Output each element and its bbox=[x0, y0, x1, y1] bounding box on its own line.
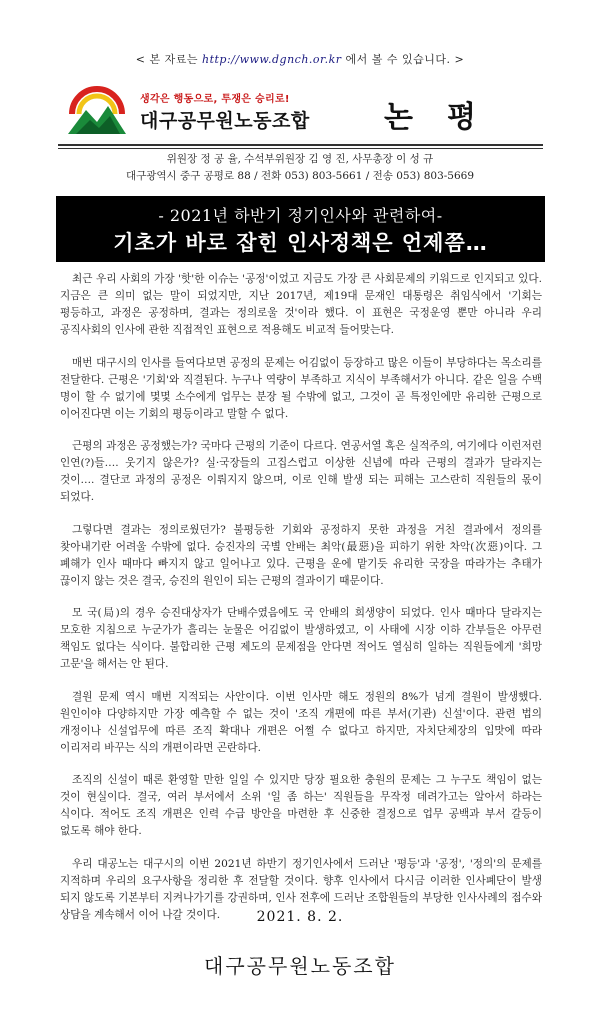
source-url-link[interactable]: http://www.dgnch.or.kr bbox=[201, 53, 342, 66]
paragraph: 그렇다면 결과는 정의로웠던가? 불평등한 기회와 공정하지 못한 과정을 거친 결과에서 정의를 찾아내기란 어려울 수밖에 없다. 승진자의 국별 안배는 최악(最惡)을 피하기 위한 차악(次惡)이다. 그 폐해가 인사 때마다 빠지지 않고 일어나고 있다. 근평을 운에 맡기듯 유리한 국장을 따라가는 추태가 끊이지 않는 것은 결국, 승진의 원인이 되는 근평의 결과이기 때문이다. bbox=[60, 523, 542, 587]
letterhead bbox=[60, 84, 540, 146]
source-note-suffix: 에서 볼 수 있습니다. > bbox=[345, 53, 465, 66]
paragraph: 결원 문제 역시 매번 지적되는 사안이다. 이번 인사만 해도 정원의 8%가 넘게 결원이 발생했다. 원인이야 다양하지만 가장 예측할 수 없는 것이 '조직 개편에 따른 부서(기관) 신설'이다. 관련 법의 개정이나 신설업무에 따른 조직 확대나 개편은 어쩔 수 없다고 하지만, 자치단체장의 입맛에 따라 이리저리 바꾸는 식의 개편이라면 곤란하다. bbox=[60, 690, 542, 754]
header-divider-thick bbox=[58, 144, 543, 146]
article-body bbox=[60, 271, 542, 939]
headline-banner bbox=[56, 196, 545, 262]
paragraph: 근평의 과정은 공정했는가? 국마다 근평의 기준이 다르다. 연공서열 혹은 실적주의, 여기에다 이런저런 인연(?)들…. 웃기지 않은가? 실·국장들의 고집스럽고 이상한 신념에 따라 근평의 결과가 달라지는 것이…. 결단코 과정의 공정은 이뤄지지 않으며, 이로 인해 발생 되는 피해는 고스란히 직원들의 몫이 되었다. bbox=[60, 440, 542, 503]
signature: 대구공무원노동조합 bbox=[204, 954, 396, 978]
slogan: 생각은 행동으로, 투쟁은 승리로! bbox=[140, 94, 290, 105]
contact-line: 대구광역시 중구 공평로 88 / 전화 053) 803-5661 / 전송 053) 803-5669 bbox=[125, 170, 475, 182]
issue-date: 2021. 8. 2. bbox=[256, 909, 344, 925]
header-divider-thin bbox=[58, 148, 543, 149]
paragraph: 우리 대공노는 대구시의 이번 2021년 하반기 정기인사에서 드러난 '평등'과 '공정', '정의'의 문제를 지적하며 우리의 요구사항을 정리한 후 전달할 것이다. 향후 인사에서 다시금 이러한 인사폐단이 발생 되지 않도록 기본부터 지켜나가기를 강권하며, 인사 전후에 드러난 조합원들의 부당한 인사사례의 접수와 상담을 계속해서 이어 나갈 것이다. bbox=[60, 857, 542, 921]
officers-block bbox=[0, 151, 600, 185]
document-type-title: 논평 bbox=[384, 100, 510, 135]
headline-subtitle: - 2021년 하반기 정기인사와 관련하여- bbox=[158, 206, 443, 225]
paragraph: 매번 대구시의 인사를 들여다보면 공정의 문제는 어김없이 등장하고 많은 이들이 부당하다는 목소리를 전달한다. 근평은 '기회'와 직결된다. 누구나 역량이 부족하고 지식이 부족해서가 아니다. 같은 일을 수백 명이 할 수 없기에 몇몇 소수에게 업무는 분장 될 수밖에 없고, 그것이 곧 특정인에만 유리한 근평으로 이어진다면 이는 기회의 평등이라고 말할 수 없다. bbox=[60, 356, 542, 420]
officers-line: 위원장 정 공 율, 수석부위원장 김 영 진, 사무총장 이 성 규 bbox=[166, 153, 434, 165]
paragraph: 조직의 신설이 때론 환영할 만한 일일 수 있지만 당장 필요한 충원의 문제는 그 누구도 책임이 없는 것이 현실이다. 결국, 여러 부서에서 소위 '일 좀 하는' 직원들을 무작정 데려가고는 알아서 하라는 식이다. 적어도 조직 개편은 인력 수급 방안을 마련한 후 신중한 결정으로 업무 공백과 부서 갈등이 없도록 해야 한다. bbox=[60, 774, 542, 837]
union-name: 대구공무원노동조합 bbox=[140, 110, 310, 132]
paragraph: 모 국(局)의 경우 승진대상자가 단배수였음에도 국 안배의 희생양이 되었다. 인사 때마다 달라지는 모호한 지침으로 누군가가 흘리는 눈물은 어김없이 발생하였고, 이 사태에 시장 이하 간부들은 아무런 책임도 없다는 식이다. 불합리한 근평 제도의 문제점을 안다면 적어도 열심히 일하는 직원들에게 '희망 고문'을 해서는 안 된다. bbox=[60, 607, 542, 670]
union-logo-icon bbox=[66, 84, 128, 136]
source-note-prefix: < 본 자료는 bbox=[135, 53, 198, 66]
headline-title: 기초가 바로 잡힌 인사정책은 언제쯤… bbox=[113, 231, 488, 255]
source-note bbox=[0, 51, 600, 67]
paragraph: 최근 우리 사회의 가장 '핫'한 이슈는 '공정'이었고 지금도 가장 큰 사회문제의 키워드로 인지되고 있다. 지금은 큰 의미 없는 말이 되었지만, 지난 2017년, 제19대 문재인 대통령은 취임식에서 '기회는 평등하고, 과정은 공정하며, 결과는 정의로울 것'이라 했다. 이 표현은 국정운영 뿐만 아니라 우리 공직사회의 인사에 관한 직접적인 표현으로 적용해도 비교적 들어맞는다. bbox=[60, 273, 542, 336]
